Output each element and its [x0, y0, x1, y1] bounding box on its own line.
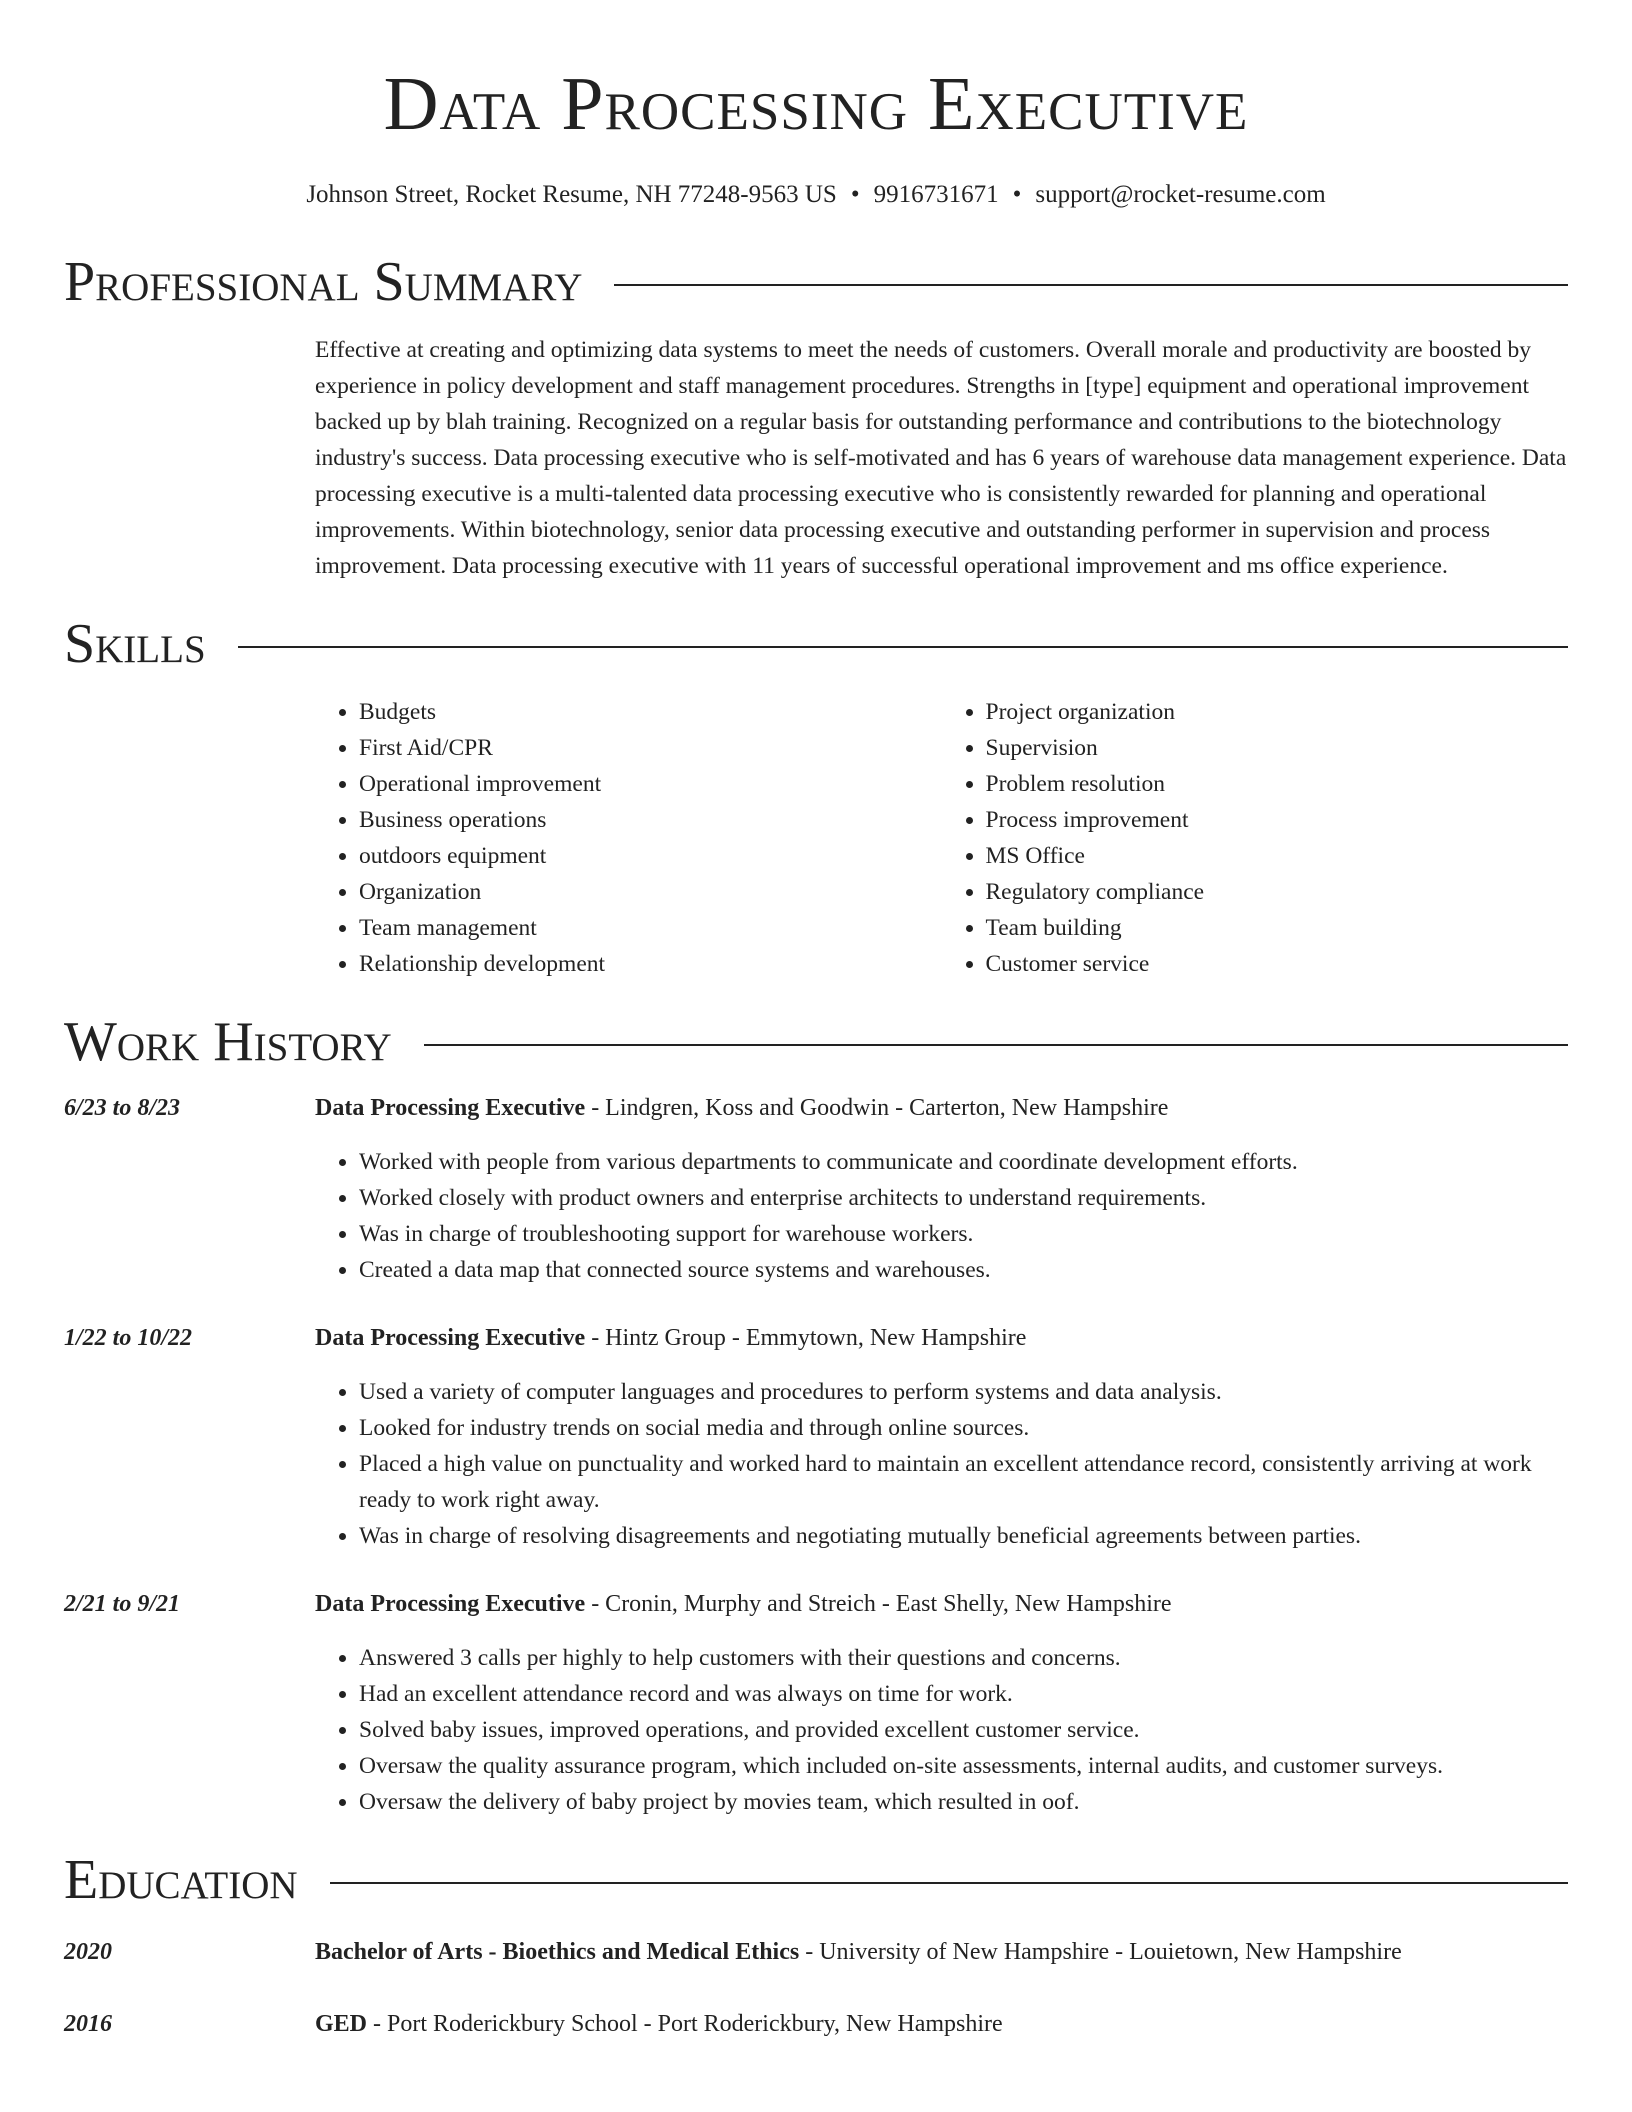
section-divider	[614, 284, 1568, 286]
skills-list	[315, 694, 1568, 982]
skill-item: • MS Office	[986, 838, 1569, 874]
job-entry	[64, 1586, 1568, 1820]
job-entry	[64, 1090, 1568, 1288]
skill-item: • Supervision	[986, 730, 1569, 766]
education-degree: GED	[315, 2011, 368, 2037]
contact-email: support@rocket-resume.com	[1035, 181, 1326, 208]
job-bullet: • Worked closely with product owners and enterprise architects to understand requirements.	[359, 1180, 1568, 1216]
contact-separator: •	[850, 181, 860, 208]
skill-item: • Organization	[359, 874, 942, 910]
job-employer: - Cronin, Murphy and Streich - East Shelly, New Hampshire	[585, 1591, 1172, 1617]
skill-item: • Team building	[986, 910, 1569, 946]
work-section-title: Work History	[64, 1011, 392, 1073]
skill-item: • Relationship development	[359, 946, 942, 982]
job-dates: 6/23 to 8/23	[64, 1095, 181, 1121]
education-details	[315, 1934, 1568, 1970]
education-entry	[64, 1934, 1568, 1970]
skill-item: • Project organization	[986, 694, 1569, 730]
section-divider	[330, 1882, 1568, 1884]
resume-name: Data Processing Executive	[383, 62, 1249, 146]
skill-item: • First Aid/CPR	[359, 730, 942, 766]
education-year: 2020	[64, 1939, 112, 1965]
section-divider	[424, 1044, 1568, 1046]
skills-section-title: Skills	[64, 613, 206, 675]
section-divider	[238, 646, 1568, 648]
job-employer: - Hintz Group - Emmytown, New Hampshire	[585, 1325, 1027, 1351]
job-employer: - Lindgren, Koss and Goodwin - Carterton, New Hampshire	[585, 1095, 1169, 1121]
job-bullet-list	[315, 1640, 1568, 1820]
job-bullet-list	[315, 1144, 1568, 1288]
skills-column-left	[315, 694, 942, 982]
summary-text: Effective at creating and optimizing data systems to meet the needs of customers. Overall morale and productivity are boosted by experience in policy development and staff management procedures. Strengths in [type] equipment and operational improvement backed up by blah training. Recognized on a regular basis for outstanding performance and contributions to the biotechnology industry's success. Data processing executive who is self-motivated and has 6 years of warehouse data management experience. Data processing executive is a multi-talented data processing executive who is consistently rewarded for planning and operational improvements. Within biotechnology, senior data processing executive and outstanding performer in supervision and process improvement. Data processing executive with 11 years of successful operational improvement and ms office experience.	[315, 337, 1567, 579]
contact-line	[64, 178, 1568, 212]
job-bullet: • Created a data map that connected source systems and warehouses.	[359, 1252, 1568, 1288]
job-bullet: • Solved baby issues, improved operations, and provided excellent customer service.	[359, 1712, 1568, 1748]
job-heading	[315, 1090, 1568, 1126]
contact-phone: 9916731671	[873, 181, 999, 208]
education-school: - University of New Hampshire - Louietown, New Hampshire	[799, 1939, 1402, 1965]
skill-item: • Process improvement	[986, 802, 1569, 838]
summary-section-title: Professional Summary	[64, 251, 583, 313]
job-bullet-list	[315, 1374, 1568, 1554]
skill-item: • Operational improvement	[359, 766, 942, 802]
job-dates: 2/21 to 9/21	[64, 1591, 181, 1617]
job-details	[315, 1586, 1568, 1820]
skill-item: • Problem resolution	[986, 766, 1569, 802]
job-bullet: • Placed a high value on punctuality and worked hard to maintain an excellent attendance record, consistently arriving at work ready to work right away.	[359, 1446, 1568, 1518]
job-bullet: • Oversaw the quality assurance program, which included on-site assessments, internal audits, and customer surveys.	[359, 1748, 1568, 1784]
work-section-header	[64, 1012, 1568, 1072]
job-title: Data Processing Executive	[315, 1325, 586, 1351]
skill-item: • Business operations	[359, 802, 942, 838]
job-bullet: • Was in charge of troubleshooting support for warehouse workers.	[359, 1216, 1568, 1252]
skills-column-right	[942, 694, 1569, 982]
job-bullet: • Was in charge of resolving disagreements and negotiating mutually beneficial agreements between parties.	[359, 1518, 1568, 1554]
job-bullet: • Used a variety of computer languages and procedures to perform systems and data analysis.	[359, 1374, 1568, 1410]
contact-address: Johnson Street, Rocket Resume, NH 77248-9563 US	[306, 181, 837, 208]
job-title: Data Processing Executive	[315, 1591, 586, 1617]
job-title: Data Processing Executive	[315, 1095, 586, 1121]
education-year: 2016	[64, 2011, 112, 2037]
skills-section-header	[64, 614, 1568, 674]
job-heading	[315, 1586, 1568, 1622]
education-school: - Port Roderickbury School - Port Roderickbury, New Hampshire	[367, 2011, 1003, 2037]
skill-item: • Customer service	[986, 946, 1569, 982]
education-entry	[64, 2006, 1568, 2042]
skill-item: • Regulatory compliance	[986, 874, 1569, 910]
summary-section-header	[64, 252, 1568, 312]
skill-item: • outdoors equipment	[359, 838, 942, 874]
skill-item: • Team management	[359, 910, 942, 946]
job-bullet: • Oversaw the delivery of baby project by movies team, which resulted in oof.	[359, 1784, 1568, 1820]
job-dates: 1/22 to 10/22	[64, 1325, 193, 1351]
contact-separator: •	[1012, 181, 1022, 208]
skill-item: • Budgets	[359, 694, 942, 730]
job-details	[315, 1320, 1568, 1554]
education-section-title: Education	[64, 1849, 298, 1911]
job-bullet: • Had an excellent attendance record and was always on time for work.	[359, 1676, 1568, 1712]
education-section-header	[64, 1850, 1568, 1910]
job-bullet: • Worked with people from various departments to communicate and coordinate development efforts.	[359, 1144, 1568, 1180]
education-degree: Bachelor of Arts - Bioethics and Medical Ethics	[315, 1939, 800, 1965]
job-details	[315, 1090, 1568, 1288]
job-bullet: • Answered 3 calls per highly to help customers with their questions and concerns.	[359, 1640, 1568, 1676]
job-heading	[315, 1320, 1568, 1356]
job-entry	[64, 1320, 1568, 1554]
job-bullet: • Looked for industry trends on social media and through online sources.	[359, 1410, 1568, 1446]
education-details	[315, 2006, 1568, 2042]
